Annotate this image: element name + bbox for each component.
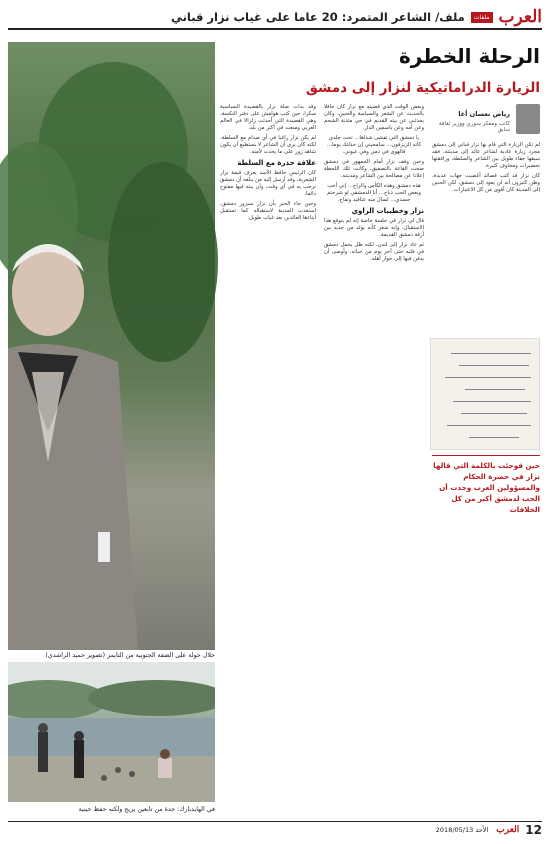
author-role: كاتب ومفكر سوري ووزير ثقافة سابق [438, 121, 510, 133]
newspaper-logo: العرب [498, 7, 542, 27]
park-photo-caption: في الهايدبارك: جدة من تابعين يريح ولكنه حفظ حينية [78, 806, 215, 813]
main-photo-caption: خلال جولة على الضفة الجنوبية من التايمز (تصوير حميد الراشدي) [45, 652, 215, 659]
column-middle [324, 104, 424, 804]
park-scene [8, 662, 215, 802]
paragraph: لم يكن نزار راغبا في أي صدام مع السلطة، لكنه كان يرى أن الشاعر لا يستطيع أن يكون شاهد زور على ما يحدث لأمته. [220, 135, 316, 155]
paragraph: قال لي نزار في جلسة خاصة إنه لم يتوقع هذا الاستقبال، وإنه شعر كأنه يولد من جديد بين أزقة دمشق القديمة. [324, 218, 424, 238]
column-right [432, 142, 540, 332]
paragraph: وقد بدأت صلة نزار بالقصيدة السياسية مبكرا، حين كتب هوامش على دفتر النكسة، وهي القصيدة التي أحدثت زلزالا في العالم العربي ومنعت في أكثر من بلد. [220, 104, 316, 131]
pull-quote: حين فوجئت بالكلمة التي قالها نزار في حضرة الحكام والمسؤولين العرب وجدت أن الحب لدمشق أكبر من كل الخلافات [432, 455, 540, 515]
page-footer [8, 821, 542, 838]
page-number: 12 [525, 823, 542, 837]
dossier-title: ملف/ الشاعر المتمرد: 20 عاما على غياب نزار قباني [170, 10, 465, 24]
manuscript-image [430, 338, 540, 450]
author-box [432, 104, 540, 138]
article-subheadline: الزيارة الدراماتيكية لنزار إلى دمشق [305, 80, 540, 96]
page-header [8, 6, 542, 30]
poet-portrait [8, 232, 168, 650]
column-left [220, 104, 316, 804]
subhead-power: علاقة حذرة مع السلطة [237, 159, 316, 167]
paragraph: وحين وقف نزار أمام الجمهور في دمشق ضجت القاعة بالتصفيق، وكانت تلك اللحظة إعلانا عن مصالحة بين الشاعر ومدينته. [324, 159, 424, 179]
poem-stanza: يا دمشق التي تفشى شذاها... تحت جلدي كأنه الزيزفون... سامحيني إن خذلتك يوما... فالهوى في دمي وفي عيوني. [326, 135, 422, 155]
park-photo [8, 662, 215, 802]
article-headline: الرحلة الخطرة [399, 44, 540, 68]
issue-date: الأحد 2018/05/13 [435, 826, 489, 834]
paragraph: وحين جاء الخبر بأن نزار سيزور دمشق، استعدت المدينة لاستقباله كما تستقبل أبناءها العائدين بعد غياب طويل. [220, 201, 316, 221]
paragraph: كان الرئيس حافظ الأسد يعرف قيمة نزار الشعرية، وقد أرسل إليه من يبلغه أن دمشق ترحب به في أي وقت، وأن بيته فيها مفتوح دائما. [220, 170, 316, 197]
poem-stanza: هذه دمشق وهذه الكأس والراح... إني أحب وبعض الحب ذباح... أنا الدمشقي لو شرحتم جسدي... لسال منه عناقيد وتفاح. [327, 183, 421, 203]
main-photo [8, 42, 215, 650]
author-name: رياض نعسان أغا [458, 110, 510, 118]
subhead-narrator: نزار وخطيبات الراوي [351, 207, 424, 215]
author-photo [516, 104, 540, 134]
paragraph: وبعض الوقت الذي قضيته مع نزار كان حافلا بالحديث عن الشعر والسياسة والحنين، وكان يحدثني عن بيته القديم في حي مئذنة الشحم وعن أمه وعن ياسمين الدار. [324, 104, 424, 131]
paragraph: كان نزار قد كتب قصائد أغضبت جهات عديدة، وظن كثيرون أنه لن يعود إلى دمشق، لكن الحنين إلى المدينة كان أقوى من كل الاعتبارات. [432, 173, 540, 193]
footer-logo: العرب [496, 825, 520, 835]
paragraph: لم تكن الزيارة التي قام بها نزار قباني إلى دمشق مجرد زيارة عادية لشاعر عائد إلى مدينته، فقد سبقها جفاء طويل بين الشاعر والسلطة، ورافقتها تحضيرات ومخاوف كثيرة. [432, 142, 540, 169]
section-badge: ملفات [471, 12, 493, 23]
paragraph: ثم عاد نزار إلى لندن، لكنه ظل يحمل دمشق في قلبه حتى آخر يوم من حياته، وأوصى أن يدفن فيها إلى جوار أهله. [324, 242, 424, 262]
